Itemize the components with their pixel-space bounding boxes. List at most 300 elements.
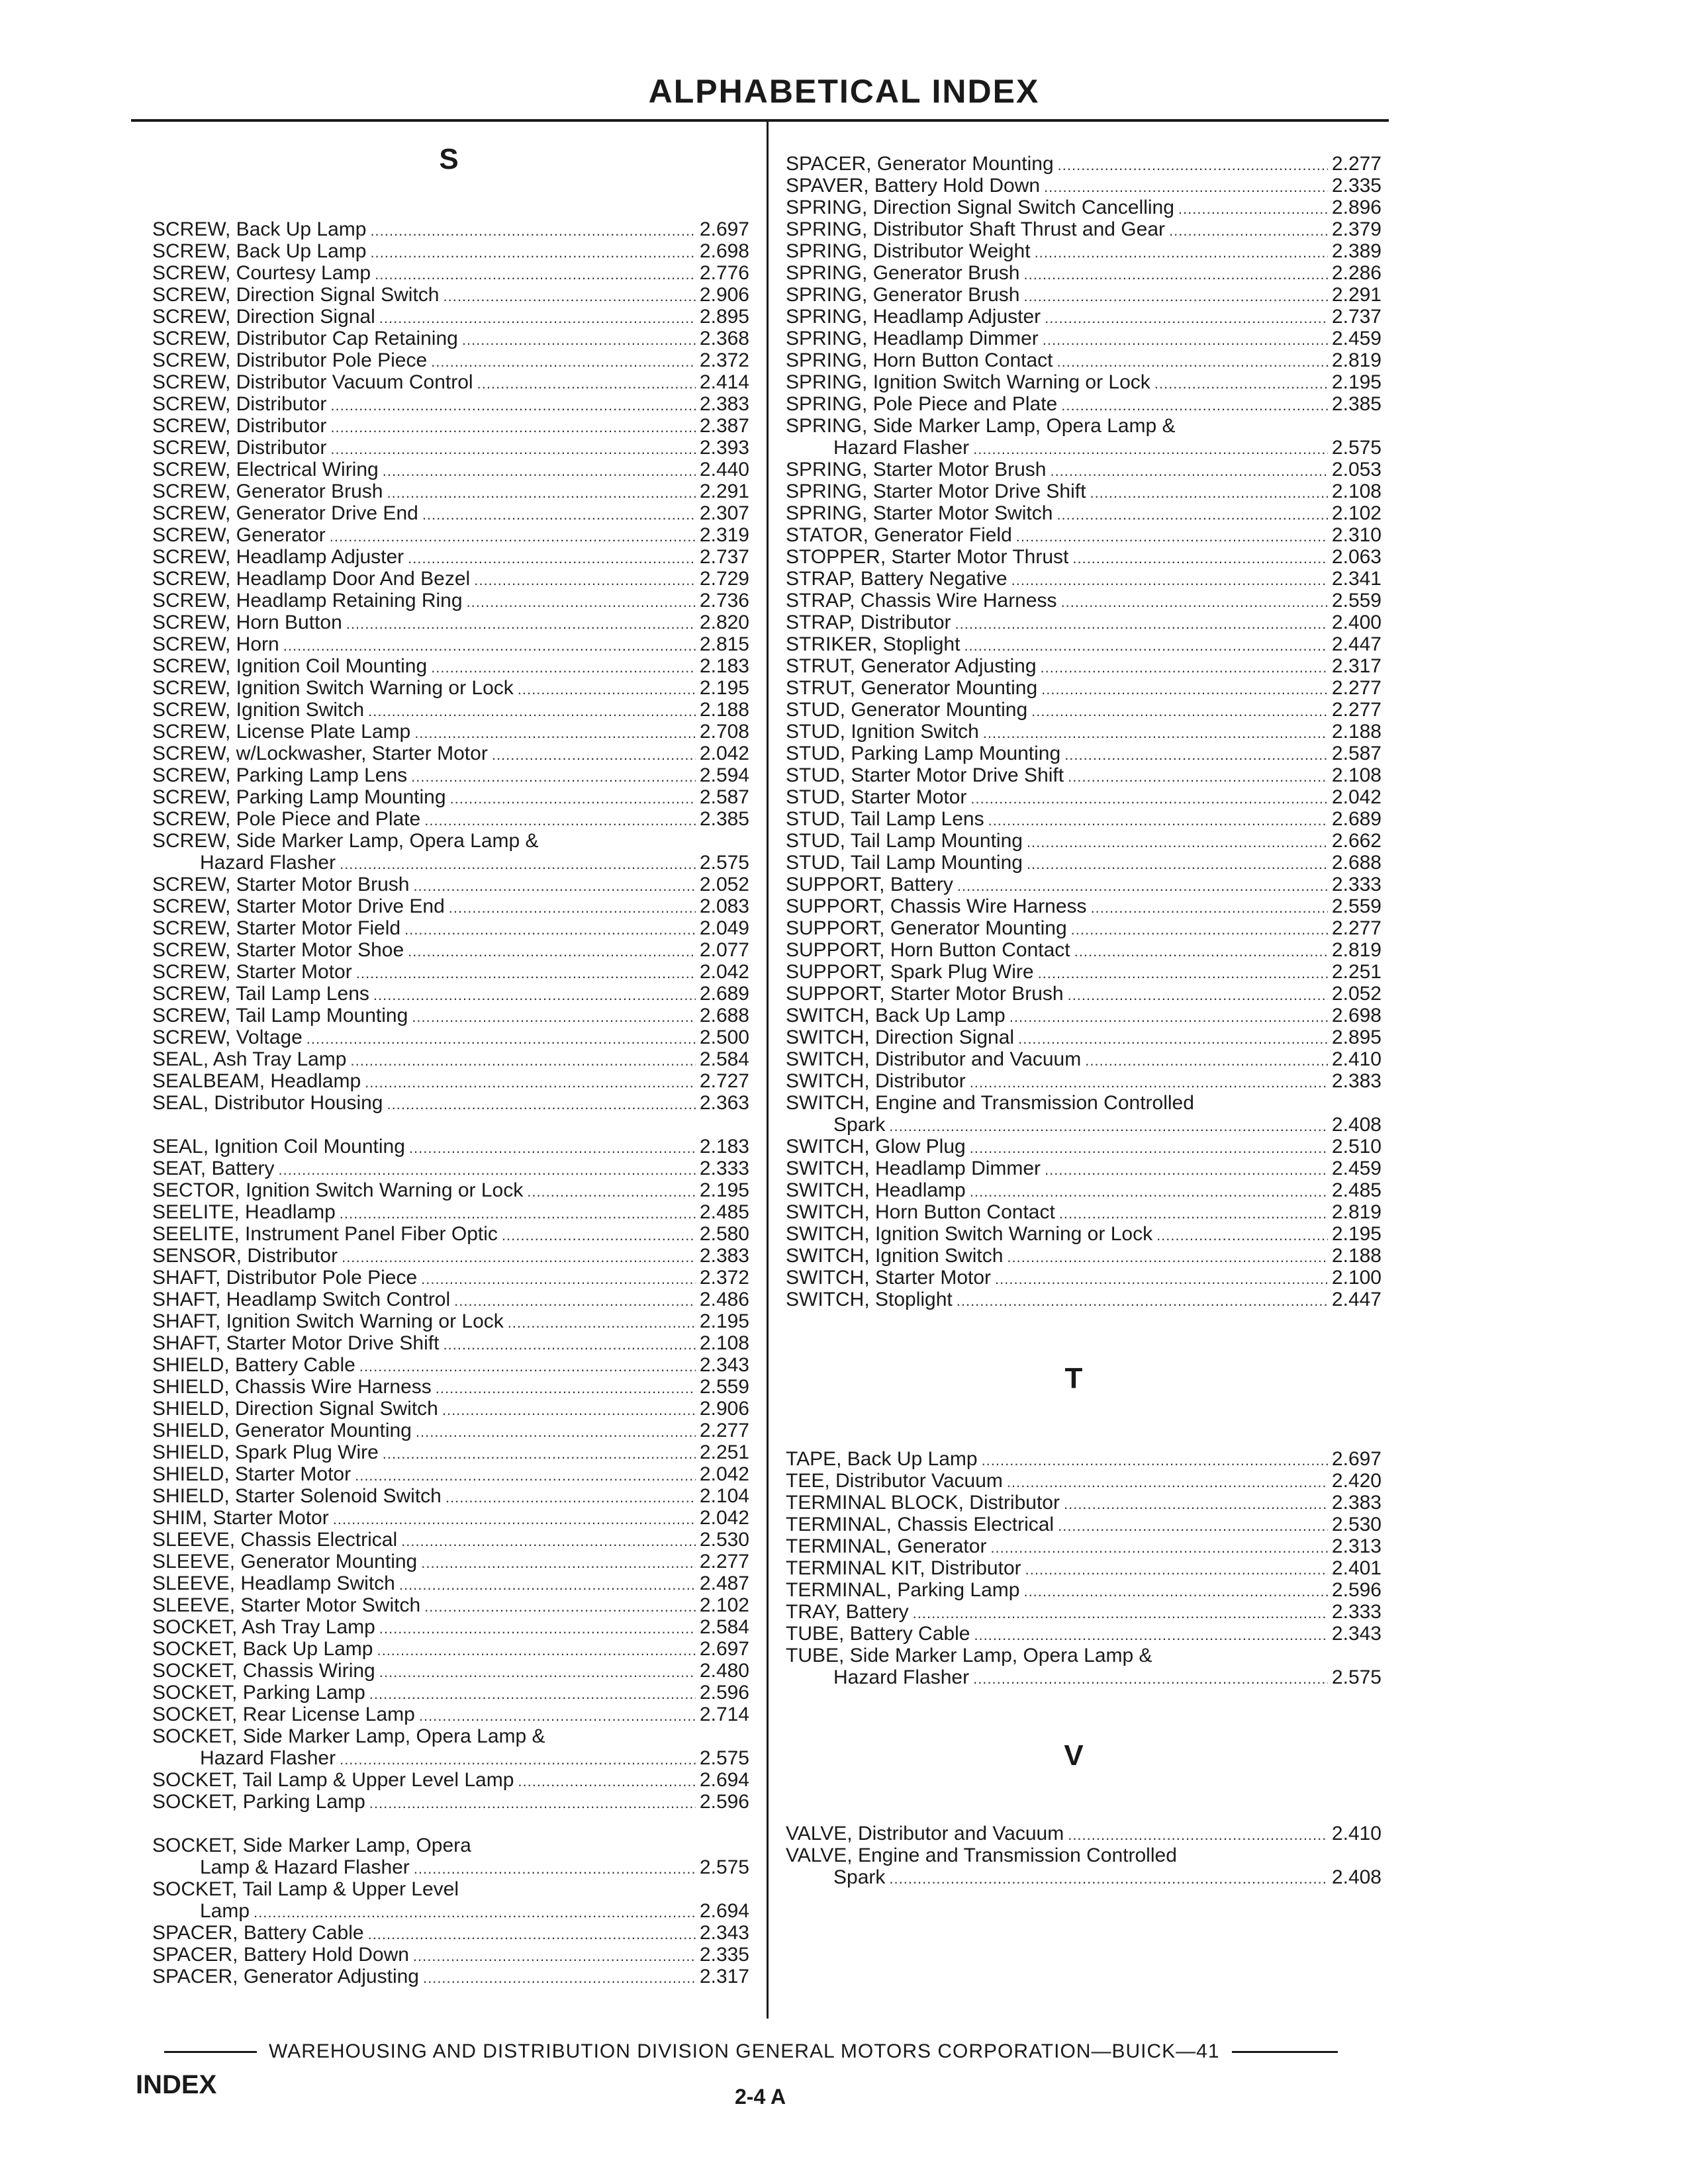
entry-label: SOCKET, Chassis Wiring (152, 1660, 375, 1682)
dot-leader (369, 1683, 696, 1705)
entry-page: 2.333 (1331, 1601, 1382, 1623)
entry-page: 2.104 (699, 1485, 749, 1507)
entry-page: 2.368 (699, 328, 749, 349)
dot-leader (1050, 460, 1327, 482)
index-entry (786, 1289, 1382, 1310)
dot-leader (408, 547, 696, 569)
entry-page: 2.575 (1331, 437, 1382, 459)
entry-page: 2.251 (1331, 961, 1382, 983)
entry-label: SPACER, Generator Mounting (786, 153, 1054, 175)
entry-label: SCREW, Parking Lamp Lens (152, 764, 408, 786)
dot-leader (340, 1203, 696, 1224)
entry-label: TERMINAL, Parking Lamp (786, 1579, 1020, 1601)
index-entry (786, 852, 1382, 874)
dot-leader (955, 613, 1328, 635)
index-entry (786, 306, 1382, 328)
entry-label: SUPPORT, Chassis Wire Harness (786, 895, 1087, 917)
index-entry (152, 284, 749, 306)
entry-page: 2.291 (1331, 284, 1382, 306)
dot-leader (889, 1115, 1328, 1137)
index-entry (152, 1289, 749, 1310)
entry-label: STUD, Tail Lamp Mounting (786, 852, 1023, 874)
entry-label: SOCKET, Side Marker Lamp, Opera Lamp & (152, 1725, 545, 1747)
index-entry (152, 1245, 749, 1267)
dot-leader (445, 1486, 696, 1508)
entry-page: 2.688 (1331, 852, 1382, 874)
entry-label: SHAFT, Headlamp Switch Control (152, 1289, 451, 1310)
index-entry (152, 328, 749, 349)
entry-page: 2.487 (699, 1572, 749, 1594)
index-list-left (152, 218, 749, 1987)
entry-label: SPRING, Generator Brush (786, 284, 1020, 306)
entry-page: 2.195 (699, 677, 749, 699)
index-entry (786, 1092, 1382, 1114)
index-entry (152, 895, 749, 917)
index-entry (786, 830, 1382, 852)
dot-leader (995, 1268, 1328, 1290)
index-entry (152, 1310, 749, 1332)
entry-label: SEAL, Distributor Housing (152, 1092, 383, 1114)
entry-label: SCREW, Horn Button (152, 612, 342, 633)
entry-page: 2.183 (699, 1136, 749, 1158)
index-entry (152, 655, 749, 677)
index-entry (152, 1682, 749, 1704)
index-entry (152, 939, 749, 961)
entry-label: SCREW, Starter Motor (152, 961, 352, 983)
dot-leader (1068, 766, 1328, 788)
entry-page: 2.820 (699, 612, 749, 633)
dot-leader (1027, 831, 1328, 853)
entry-label: SWITCH, Starter Motor (786, 1267, 992, 1289)
entry-label: SCREW, Distributor Pole Piece (152, 349, 428, 371)
entry-page: 2.819 (1331, 1201, 1382, 1223)
dot-leader (424, 809, 696, 831)
entry-label: SPACER, Battery Hold Down (152, 1944, 409, 1966)
entry-label: SWITCH, Distributor (786, 1070, 966, 1092)
entry-label: STRAP, Distributor (786, 612, 951, 633)
index-entry (786, 983, 1382, 1005)
dot-leader (379, 307, 696, 329)
index-entry (786, 1492, 1382, 1514)
entry-label: SPRING, Generator Brush (786, 262, 1020, 284)
entry-page: 2.313 (1331, 1535, 1382, 1557)
dot-leader (330, 438, 696, 460)
index-entry (786, 939, 1382, 961)
index-entry (152, 852, 749, 874)
dot-leader (340, 1749, 696, 1770)
entry-page: 2.083 (699, 895, 749, 917)
entry-label: SEALBEAM, Headlamp (152, 1070, 361, 1092)
index-entry (152, 546, 749, 568)
index-entry (152, 1420, 749, 1441)
entry-label: Hazard Flasher (200, 852, 336, 874)
entry-label: SOCKET, Side Marker Lamp, Opera (152, 1835, 471, 1856)
entry-page: 2.485 (699, 1201, 749, 1223)
entry-page: 2.379 (1331, 218, 1382, 240)
dot-leader (1061, 591, 1328, 613)
entry-label: STUD, Ignition Switch (786, 721, 979, 743)
index-entry (786, 721, 1382, 743)
index-entry (786, 1114, 1382, 1136)
entry-label: SPACER, Generator Adjusting (152, 1966, 419, 1987)
entry-label: SHIELD, Direction Signal Switch (152, 1398, 438, 1420)
footer-rule-left (164, 2051, 257, 2053)
entry-label: SWITCH, Engine and Transmission Controlled (786, 1092, 1194, 1114)
dot-leader (340, 853, 696, 875)
entry-label: STUD, Starter Motor Drive Shift (786, 764, 1064, 786)
entry-label: Lamp & Hazard Flasher (200, 1856, 410, 1878)
index-entry (786, 1866, 1382, 1888)
entry-label: SUPPORT, Generator Mounting (786, 917, 1067, 939)
index-entry (786, 590, 1382, 612)
entry-page: 2.510 (1331, 1136, 1382, 1158)
footer-line (164, 2038, 1376, 2065)
entry-page: 2.277 (1331, 699, 1382, 721)
dot-leader (373, 984, 696, 1006)
entry-page: 2.317 (1331, 655, 1382, 677)
entry-page: 2.819 (1331, 349, 1382, 371)
entry-page: 2.689 (1331, 808, 1382, 830)
index-entry (786, 699, 1382, 721)
dot-leader (342, 1246, 696, 1268)
entry-label: SCREW, Tail Lamp Lens (152, 983, 369, 1005)
entry-label: SCREW, Generator Drive End (152, 502, 418, 524)
entry-label: SWITCH, Distributor and Vacuum (786, 1048, 1082, 1070)
dot-leader (1064, 744, 1328, 766)
entry-label: SOCKET, Back Up Lamp (152, 1638, 373, 1660)
index-entry (152, 262, 749, 284)
dot-leader (383, 460, 696, 482)
entry-label: SCREW, License Plate Lamp (152, 721, 411, 743)
index-entry (152, 1398, 749, 1420)
entry-label: SCREW, Distributor (152, 393, 327, 415)
entry-page: 2.042 (699, 961, 749, 983)
index-entry (786, 240, 1382, 262)
index-entry (786, 218, 1382, 240)
dot-leader (990, 1537, 1327, 1559)
entry-page: 2.317 (699, 1966, 749, 1987)
entry-page: 2.049 (699, 917, 749, 939)
entry-page: 2.383 (699, 393, 749, 415)
entry-page: 2.559 (1331, 590, 1382, 612)
dot-leader (502, 1224, 696, 1246)
index-entry (786, 1535, 1382, 1557)
index-entry (152, 830, 749, 852)
entry-page: 2.776 (699, 262, 749, 284)
dot-leader (1009, 1006, 1328, 1028)
index-entry (152, 1922, 749, 1944)
entry-page: 2.188 (1331, 1245, 1382, 1267)
entry-label: SLEEVE, Starter Motor Switch (152, 1594, 421, 1616)
dot-leader (414, 1858, 696, 1880)
entry-page: 2.697 (699, 218, 749, 240)
index-entry (152, 699, 749, 721)
dot-leader (283, 635, 696, 657)
index-entry (786, 743, 1382, 764)
index-entry (152, 786, 749, 808)
dot-leader (973, 1668, 1328, 1690)
index-entry (152, 524, 749, 546)
index-entry (786, 1070, 1382, 1092)
entry-label: SCREW, Starter Motor Shoe (152, 939, 404, 961)
entry-page: 2.895 (699, 306, 749, 328)
index-entry (786, 437, 1382, 459)
entry-page: 2.596 (699, 1682, 749, 1704)
entry-page: 2.389 (1331, 240, 1382, 262)
entry-page: 2.408 (1331, 1866, 1382, 1888)
index-entry (786, 1179, 1382, 1201)
entry-label: SWITCH, Ignition Switch Warning or Lock (786, 1223, 1153, 1245)
index-list-right-s (786, 153, 1382, 1310)
dot-leader (424, 1596, 696, 1617)
entry-page: 2.447 (1331, 633, 1382, 655)
index-entry (152, 502, 749, 524)
entry-label: SCREW, Distributor Vacuum Control (152, 371, 473, 393)
entry-label: SCREW, Horn (152, 633, 279, 655)
entry-label: SLEEVE, Generator Mounting (152, 1551, 418, 1572)
index-entry (152, 1463, 749, 1485)
dot-leader (1056, 504, 1327, 525)
entry-label: SCREW, Distributor Cap Retaining (152, 328, 458, 349)
entry-page: 2.108 (1331, 480, 1382, 502)
dot-leader (387, 1093, 696, 1115)
index-entry (786, 895, 1382, 917)
index-entry (152, 1769, 749, 1791)
entry-label: STUD, Tail Lamp Mounting (786, 830, 1023, 852)
entry-label: TERMINAL BLOCK, Distributor (786, 1492, 1060, 1514)
index-entry (152, 1201, 749, 1223)
dot-leader (1023, 263, 1327, 285)
entry-label: STUD, Tail Lamp Lens (786, 808, 984, 830)
dot-leader (279, 1159, 696, 1181)
entry-label: TEE, Distributor Vacuum (786, 1470, 1003, 1492)
entry-page: 2.575 (1331, 1666, 1382, 1688)
entry-page: 2.500 (699, 1026, 749, 1048)
dot-leader (1074, 940, 1328, 962)
entry-label: SCREW, Courtesy Lamp (152, 262, 371, 284)
index-entry (152, 1856, 749, 1878)
dot-leader (404, 919, 696, 940)
entry-label: SPRING, Headlamp Adjuster (786, 306, 1041, 328)
entry-label: SWITCH, Headlamp Dimmer (786, 1158, 1041, 1179)
index-entry (152, 1638, 749, 1660)
entry-page: 2.815 (699, 633, 749, 655)
entry-label: SCREW, Voltage (152, 1026, 303, 1048)
entry-page: 2.729 (699, 568, 749, 590)
index-entry (786, 1514, 1382, 1535)
index-entry (152, 393, 749, 415)
dot-leader (333, 1508, 696, 1530)
dot-leader (436, 1377, 696, 1399)
dot-leader (387, 482, 695, 504)
index-entry (152, 1485, 749, 1507)
index-entry (786, 1557, 1382, 1579)
entry-label: SCREW, Direction Signal (152, 306, 375, 328)
index-entry (152, 1900, 749, 1922)
index-entry (152, 1354, 749, 1376)
dot-leader (508, 1312, 696, 1334)
index-entry (152, 1136, 749, 1158)
index-entry (152, 1966, 749, 1987)
entry-label: SWITCH, Ignition Switch (786, 1245, 1004, 1267)
entry-page: 2.385 (1331, 393, 1382, 415)
entry-label: SOCKET, Rear License Lamp (152, 1704, 415, 1725)
dot-leader (412, 1006, 696, 1028)
dot-leader (1044, 176, 1328, 198)
dot-leader (1090, 482, 1327, 504)
entry-label: SCREW, Generator Brush (152, 480, 383, 502)
index-entry (786, 1223, 1382, 1245)
entry-page: 2.559 (1331, 895, 1382, 917)
index-entry (786, 1844, 1382, 1866)
dot-leader (492, 744, 696, 766)
dot-leader (1023, 285, 1327, 307)
entry-page: 2.195 (699, 1179, 749, 1201)
index-entry (786, 1601, 1382, 1623)
entry-label: SCREW, Generator (152, 524, 326, 546)
entry-label: VALVE, Distributor and Vacuum (786, 1823, 1064, 1844)
index-entry (786, 655, 1382, 677)
dot-leader (414, 722, 696, 744)
entry-page: 2.486 (699, 1289, 749, 1310)
dot-leader (477, 373, 696, 394)
entry-page: 2.100 (1331, 1267, 1382, 1289)
entry-label: SHIELD, Battery Cable (152, 1354, 355, 1376)
dot-leader (368, 700, 696, 722)
dot-leader (1018, 1028, 1328, 1050)
index-entry (152, 764, 749, 786)
entry-page: 2.401 (1331, 1557, 1382, 1579)
index-entry (786, 1623, 1382, 1645)
entry-label: TAPE, Back Up Lamp (786, 1448, 978, 1470)
index-entry (152, 1878, 749, 1900)
entry-label: SPRING, Side Marker Lamp, Opera Lamp & (786, 415, 1176, 437)
entry-label: SCREW, Parking Lamp Mounting (152, 786, 446, 808)
entry-page: 2.077 (699, 939, 749, 961)
entry-label: STRUT, Generator Mounting (786, 677, 1038, 699)
index-entry (152, 1616, 749, 1638)
index-entry (786, 1823, 1382, 1844)
index-entry (786, 612, 1382, 633)
entry-page: 2.694 (699, 1900, 749, 1922)
entry-label: SEELITE, Headlamp (152, 1201, 336, 1223)
entry-page: 2.459 (1331, 328, 1382, 349)
dot-leader (1011, 569, 1328, 591)
index-entry (152, 349, 749, 371)
index-entry (152, 1529, 749, 1551)
entry-page: 2.596 (699, 1791, 749, 1813)
index-entry (152, 1005, 749, 1026)
entry-page: 2.819 (1331, 939, 1382, 961)
index-entry (786, 786, 1382, 808)
dot-leader (359, 1355, 696, 1377)
list-gap (152, 1114, 749, 1136)
dot-leader (1156, 1224, 1328, 1246)
index-entry (152, 1092, 749, 1114)
dot-leader (370, 220, 695, 242)
entry-label: Spark (833, 1866, 886, 1888)
dot-leader (413, 875, 695, 897)
dot-leader (970, 1181, 1328, 1203)
index-entry (786, 1245, 1382, 1267)
entry-page: 2.102 (699, 1594, 749, 1616)
index-entry (786, 393, 1382, 415)
index-entry (786, 677, 1382, 699)
entry-page: 2.277 (1331, 917, 1382, 939)
entry-label: TUBE, Battery Cable (786, 1623, 970, 1645)
dot-leader (1041, 657, 1328, 678)
index-entry (786, 371, 1382, 393)
entry-page: 2.363 (699, 1092, 749, 1114)
entry-label: SCREW, Distributor (152, 415, 327, 437)
dot-leader (1007, 1471, 1328, 1493)
index-entry (152, 590, 749, 612)
entry-page: 2.343 (1331, 1623, 1382, 1645)
entry-page: 2.584 (699, 1048, 749, 1070)
entry-page: 2.102 (1331, 502, 1382, 524)
dot-leader (346, 613, 696, 635)
index-entry (786, 502, 1382, 524)
column-divider (767, 120, 769, 2019)
index-entry (152, 1158, 749, 1179)
entry-label: SOCKET, Ash Tray Lamp (152, 1616, 375, 1638)
dot-leader (370, 242, 695, 263)
footer-text: WAREHOUSING AND DISTRIBUTION DIVISION GENERAL MOTORS CORPORATION—BUICK—41 (269, 2040, 1220, 2062)
index-entry (786, 874, 1382, 895)
entry-page: 2.195 (1331, 371, 1382, 393)
entry-page: 2.310 (1331, 524, 1382, 546)
entry-page: 2.727 (699, 1070, 749, 1092)
entry-page: 2.906 (699, 1398, 749, 1420)
entry-page: 2.052 (699, 874, 749, 895)
entry-label: SUPPORT, Spark Plug Wire (786, 961, 1034, 983)
entry-page: 2.286 (1331, 262, 1382, 284)
entry-label: SPRING, Pole Piece and Plate (786, 393, 1058, 415)
dot-leader (377, 1639, 695, 1661)
entry-label: SCREW, Ignition Switch (152, 699, 365, 721)
entry-label: STRAP, Battery Negative (786, 568, 1008, 590)
entry-page: 2.042 (1331, 786, 1382, 808)
entry-page: 2.387 (699, 415, 749, 437)
entry-page: 2.698 (1331, 1005, 1382, 1026)
entry-label: VALVE, Engine and Transmission Controlled (786, 1844, 1177, 1866)
dot-leader (355, 1465, 696, 1486)
entry-label: SPRING, Starter Motor Brush (786, 459, 1047, 480)
entry-page: 2.372 (699, 349, 749, 371)
entry-label: STUD, Parking Lamp Mounting (786, 743, 1061, 764)
list-gap (152, 1813, 749, 1835)
entry-label: TERMINAL, Chassis Electrical (786, 1514, 1055, 1535)
index-entry (152, 1944, 749, 1966)
index-entry (152, 1179, 749, 1201)
entry-page: 2.108 (1331, 764, 1382, 786)
index-entry (152, 371, 749, 393)
index-entry (152, 459, 749, 480)
index-entry (152, 1048, 749, 1070)
index-entry (786, 328, 1382, 349)
dot-leader (1025, 1559, 1328, 1580)
footer-page-number: 2-4 A (735, 2085, 786, 2109)
dot-leader (1058, 154, 1328, 176)
section-letter-s: S (439, 143, 459, 175)
entry-label: SCREW, Direction Signal Switch (152, 284, 440, 306)
index-entry (152, 612, 749, 633)
entry-label: SPACER, Battery Cable (152, 1922, 364, 1944)
entry-page: 2.188 (699, 699, 749, 721)
dot-leader (527, 1181, 696, 1203)
entry-page: 2.307 (699, 502, 749, 524)
dot-leader (408, 940, 696, 962)
